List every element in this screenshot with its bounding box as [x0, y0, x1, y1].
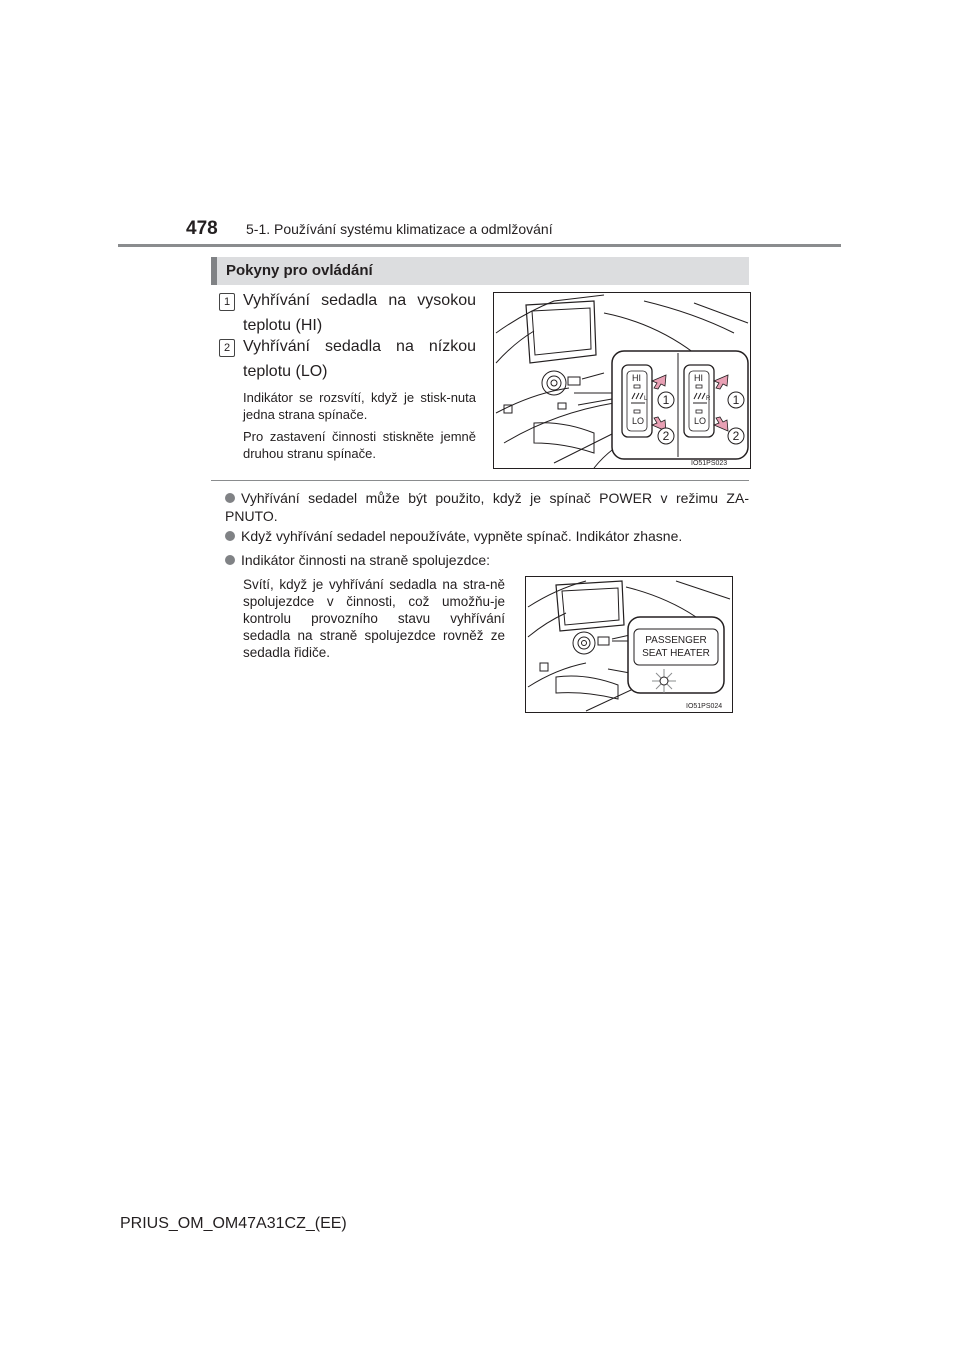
item-2-number: 2	[219, 339, 235, 357]
item-1-text: Vyhřívání sedadla na vysokou teplotu (HI)	[243, 292, 476, 334]
figure2-code: IO51PS024	[686, 703, 723, 710]
right-seat-switch	[684, 365, 714, 437]
bullet-power-mode	[225, 489, 749, 525]
bullet-dot-icon	[225, 531, 235, 541]
note-indicator: Indikátor se rozsvítí, když je stisk-nuta jedna strana spínače.	[243, 390, 476, 422]
header-divider	[118, 244, 841, 247]
section-title: Pokyny pro ovládání	[226, 262, 373, 279]
right-lo-label: LO	[694, 416, 707, 426]
right-hi-label: HI	[694, 373, 703, 383]
section-accent	[211, 257, 217, 285]
bullet-passenger-indicator-text: Indikátor činnosti na straně spolujezdce:	[241, 552, 491, 568]
page-number: 478	[186, 218, 218, 239]
bullet-dot-icon	[225, 493, 235, 503]
seat-heater-switch-figure	[493, 292, 751, 469]
passenger-label-line1: PASSENGER	[645, 635, 707, 646]
passenger-seat-heater-figure	[525, 576, 733, 713]
right-side-letter: R	[706, 396, 711, 402]
left-hi-label: HI	[632, 373, 641, 383]
bullet-switch-off	[225, 527, 749, 545]
left-side-letter: L	[644, 396, 648, 402]
bullet-dot-icon	[225, 555, 235, 565]
chapter-title: 5-1. Používání systému klimatizace a odmlžování	[246, 221, 553, 237]
callout-1-right-label: 1	[732, 393, 740, 407]
item-1-number: 1	[219, 293, 235, 311]
document-id: PRIUS_OM_OM47A31CZ_(EE)	[120, 1215, 347, 1232]
callout-1-left-label: 1	[662, 393, 670, 407]
callout-2-left-label: 2	[662, 429, 670, 443]
passenger-indicator-description: Svítí, když je vyhřívání sedadla na stra-ně spolujezdce v činnosti, což umožňu-je kontrolu provozního stavu vyhřívání sedadla na straně spolujezdce rovněž ze sedadla řidiče.	[243, 577, 505, 660]
note-stop: Pro zastavení činnosti stiskněte jemně druhou stranu spínače.	[243, 429, 476, 461]
passenger-indicator-illustration	[526, 577, 732, 712]
figure1-code: IO51PS023	[691, 460, 728, 467]
passenger-label-line2: SEAT HEATER	[642, 648, 710, 659]
left-seat-switch	[622, 365, 652, 437]
item-2-text: Vyhřívání sedadla na nízkou teplotu (LO)	[243, 338, 476, 380]
bullet-power-mode-text: Vyhřívání sedadel může být použito, když je spínač POWER v režimu ZA-PNUTO.	[225, 490, 749, 524]
seat-heater-switch-illustration	[494, 293, 750, 468]
callout-2-right-label: 2	[732, 429, 740, 443]
bullet-switch-off-text: Když vyhřívání sedadel nepoužíváte, vypněte spínač. Indikátor zhasne.	[241, 528, 683, 544]
section-heading	[211, 257, 749, 285]
left-lo-label: LO	[632, 416, 645, 426]
bullet-passenger-indicator	[225, 551, 749, 569]
section-divider	[211, 480, 749, 481]
